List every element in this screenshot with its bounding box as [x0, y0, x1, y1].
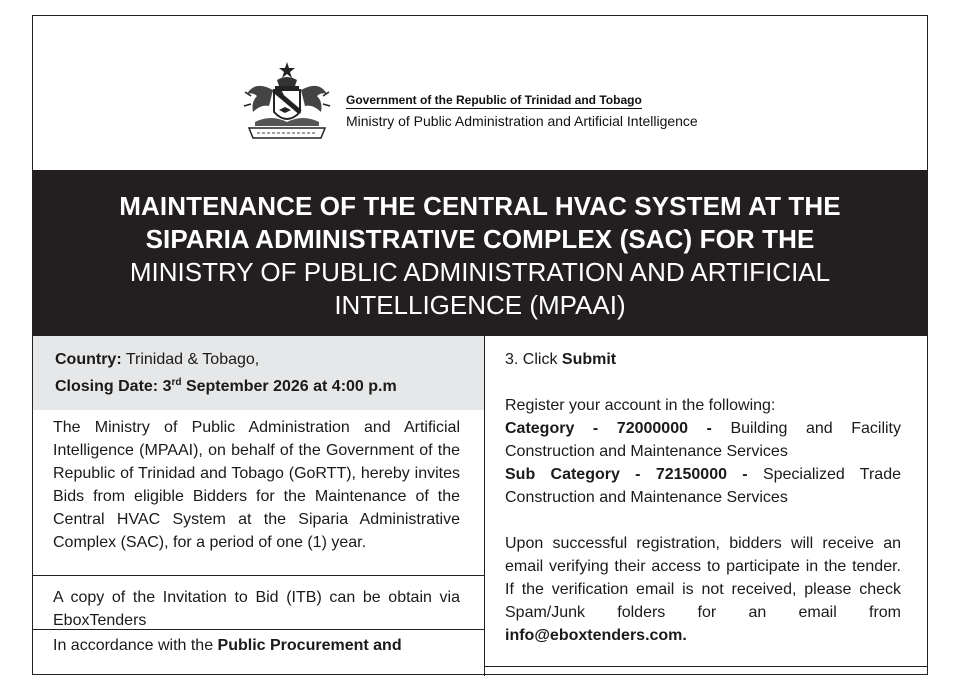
itb-paragraph: A copy of the Invitation to Bid (ITB) can be obtain via EboxTenders [33, 576, 484, 630]
closing-label: Closing Date: [55, 378, 159, 395]
divider [485, 666, 927, 667]
closing-rest: September 2026 at 4:00 p.m [185, 378, 397, 395]
government-name: Government of the Republic of Trinidad and Tobago [346, 93, 642, 107]
subcategory-label: Sub Category - 72150000 - [505, 466, 748, 483]
country-value: Trinidad & Tobago, [125, 351, 260, 368]
category-value: Building and Facility Construction and Maintenance Services [505, 420, 902, 460]
country-line [55, 346, 484, 373]
right-column [485, 336, 927, 676]
category-label: Category - 72000000 - [505, 420, 712, 437]
submit-step [485, 336, 927, 371]
accordance-paragraph [33, 630, 484, 657]
step-submit: Submit [561, 351, 617, 368]
contact-email[interactable]: info@eboxtenders.com [505, 627, 683, 644]
subcategory-value: Specialized Trade Construction and Maintenance Services [505, 466, 901, 506]
step-prefix: 3. Click [505, 351, 558, 368]
subcategory-line [505, 463, 901, 509]
closing-date-line [55, 373, 484, 400]
registration-note-text: Upon successful registration, bidders will receive an email verifying their access to participate in the tender. If the verification email is not received, please check Spam/Junk folders for an email from [505, 535, 901, 621]
title-line-1: MAINTENANCE OF THE CENTRAL HVAC SYSTEM AT THE [119, 191, 841, 221]
title-line-3: MINISTRY OF PUBLIC ADMINISTRATION AND ARTIFICIAL [129, 257, 831, 287]
left-column [33, 336, 485, 676]
coat-of-arms-icon [241, 60, 333, 144]
page-edge [946, 0, 960, 663]
category-line [505, 417, 901, 463]
register-block [485, 371, 927, 509]
notice-frame [32, 15, 928, 675]
closing-day: 3 [162, 378, 172, 395]
country-label: Country: [55, 351, 122, 368]
notice-header [33, 16, 927, 170]
closing-day-suffix: rd [171, 377, 182, 388]
country-closing-box [33, 336, 484, 410]
intro-paragraph: The Ministry of Public Administration and Artificial Intelligence (MPAAI), on behalf of the Government of the Republic of Trinidad and Tobago (GoRTT), hereby invites Bids from eligible Bidders for the Maintenance of the Central HVAC System at the Siparia Administrative Complex (SAC), for a period of one (1) year. [33, 410, 484, 576]
email-period: . [682, 627, 687, 644]
registration-note [485, 509, 927, 647]
title-banner [33, 170, 927, 336]
title-line-2: SIPARIA ADMINISTRATIVE COMPLEX (SAC) FOR THE [145, 224, 815, 254]
accordance-prefix: In accordance with the [53, 637, 214, 654]
title-line-4: INTELLIGENCE (MPAAI) [334, 290, 626, 320]
register-intro: Register your account in the following: [505, 397, 776, 414]
ministry-name: Ministry of Public Administration and Artificial Intelligence [346, 113, 698, 129]
accordance-bold: Public Procurement and [217, 637, 402, 654]
